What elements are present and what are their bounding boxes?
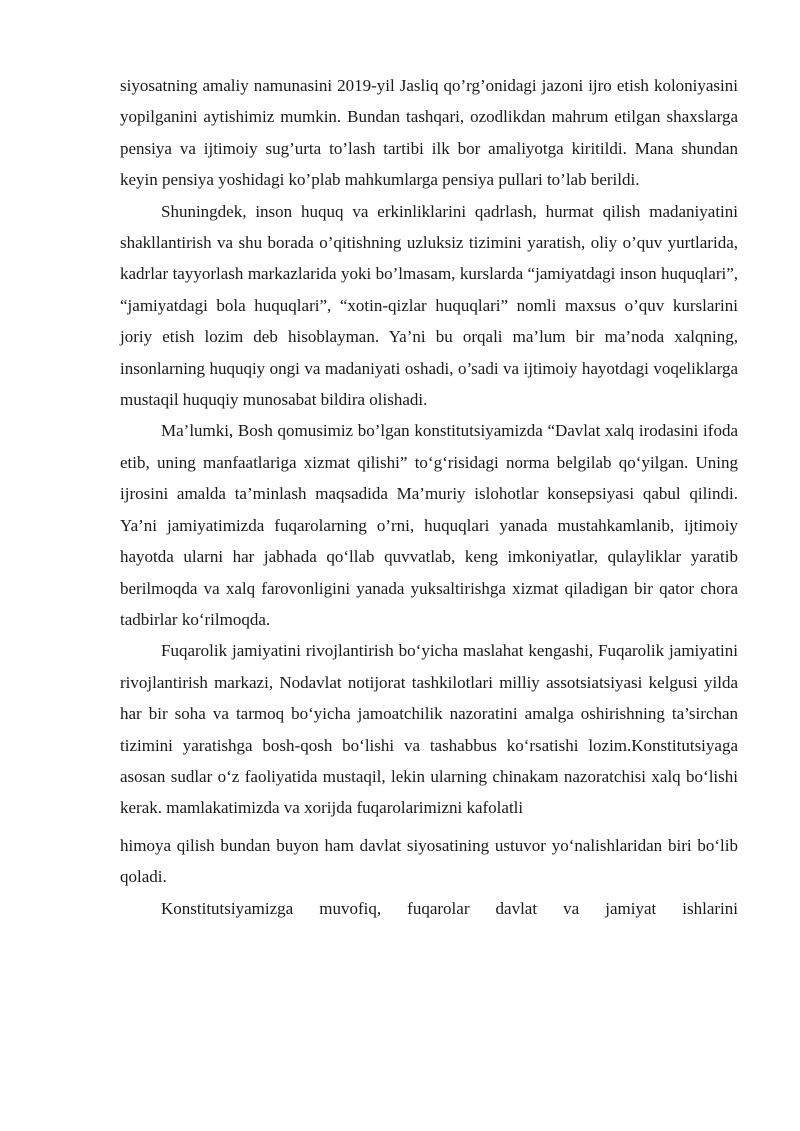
paragraph-4: Fuqarolik jamiyatini rivojlantirish bo‘yicha maslahat kengashi, Fuqarolik jamiyatini rivojlantirish markazi, Nodavlat notijorat tashkilotlari milliy assotsiatsiyasi kelgusi yilda har bir soha va tarmoq bo‘yicha jamoatchilik nazoratini amalga oshirishning ta’sirchan tizimini yaratishga bosh-qosh bo‘lishi va tashabbus ko‘rsatishi lozim.Konstitutsiyaga asosan sudlar o‘z faoliyatida mustaqil, lekin ularning chinakam nazoratchisi xalq bo‘lishi kerak. mamlakatimizda va xorijda fuqarolarimizni kafolatli (120, 641, 738, 818)
document-body (120, 70, 738, 924)
paragraph-3: Ma’lumki, Bosh qomusimiz bo’lgan konstitutsiyamizda “Davlat xalq irodasini ifoda etib, uning manfaatlariga xizmat qilishi” to‘g‘risidagi norma belgilab qo‘yilgan. Uning ijrosini amalda ta’minlash maqsadida Ma’muriy islohotlar konsepsiyasi qabul qilindi. Ya’ni jamiyatimizda fuqarolarning o’rni, huquqlari yanada mustahkamlanib, ijtimoiy hayotda ularni har jabhada qo‘llab quvvatlab, keng imkoniyatlar, qulayliklar yaratib berilmoqda va xalq farovonligini yanada yuksaltirishga xizmat qiladigan bir qator chora tadbirlar ko‘rilmoqda. (120, 421, 738, 629)
paragraph-6: Konstitutsiyamizga muvofiq, fuqarolar davlat va jamiyat ishlarini (161, 898, 738, 918)
paragraph-1: siyosatning amaliy namunasini 2019-yil Jasliq qo’rg’onidagi jazoni ijro etish koloniyasini yopilganini aytishimiz mumkin. Bundan tashqari, ozodlikdan mahrum etilgan shaxslarga pensiya va ijtimoiy sug’urta to’lash tartibi ilk bor amaliyotga kiritildi. Mana shundan keyin pensiya yoshidagi ko’plab mahkumlarga pensiya pullari to’lab berildi. (120, 76, 738, 190)
paragraph-5: himoya qilish bundan buyon ham davlat siyosatining ustuvor yo‘nalishlaridan biri bo‘lib qoladi. (120, 835, 738, 887)
paragraph-2: Shuningdek, inson huquq va erkinliklarini qadrlash, hurmat qilish madaniyatini shakllantirish va shu borada o’qitishning uzluksiz tizimini yaratish, oliy o’quv yurtlarida, kadrlar tayyorlash markazlarida yoki bo’lmasam, kurslarda “jamiyatdagi inson huquqlari”, “jamiyatdagi bola huquqlari”, “xotin-qizlar huquqlari” nomli maxsus o’quv kurslarini joriy etish lozim deb hisoblayman. Ya’ni bu orqali ma’lum bir ma’noda xalqning, insonlarning huquqiy ongi va madaniyati oshadi, o’sadi va ijtimoiy hayotdagi voqeliklarga mustaqil huquqiy munosabat bildira olishadi. (120, 201, 738, 410)
